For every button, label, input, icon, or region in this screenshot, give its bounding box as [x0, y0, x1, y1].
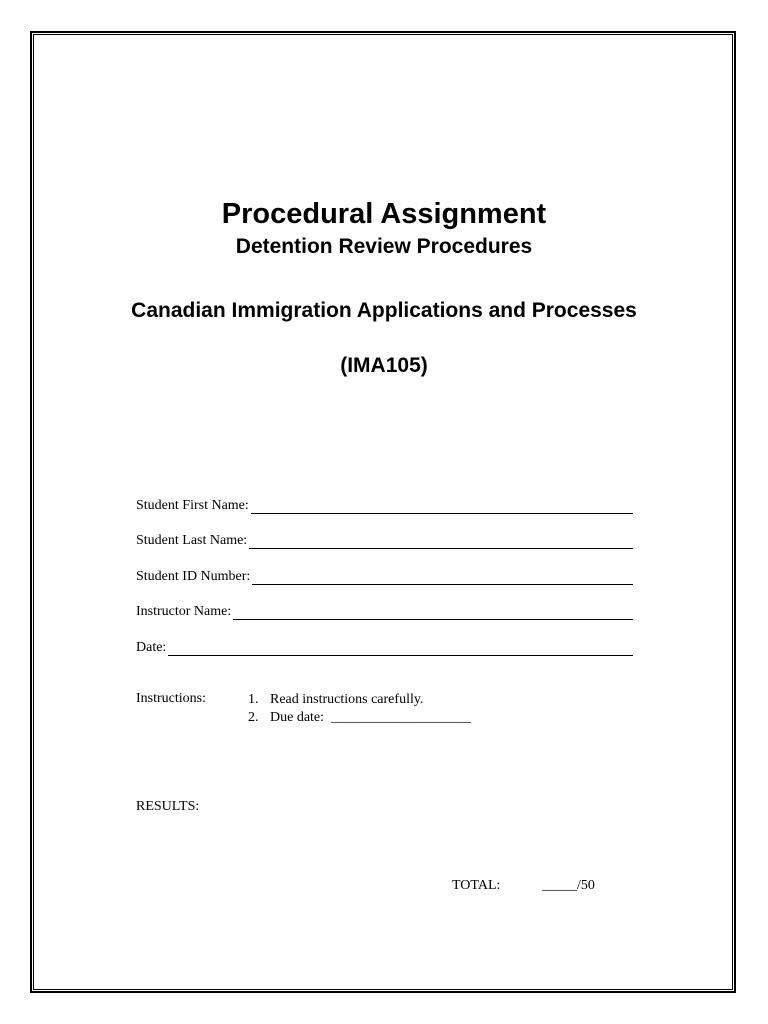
course-name: Canadian Immigration Applications and Processes	[131, 299, 637, 322]
instruction-number: 1.	[248, 692, 259, 707]
results-label: RESULTS:	[136, 799, 200, 814]
instructions-label: Instructions:	[136, 691, 206, 706]
student-last-name-line[interactable]	[249, 534, 633, 549]
instructor-name-field[interactable]	[136, 602, 633, 620]
student-id-field[interactable]	[136, 567, 633, 585]
instruction-text: Due date: ____________________	[270, 710, 472, 725]
total-score: _____/50	[542, 878, 595, 893]
student-first-name-field[interactable]	[136, 496, 633, 514]
student-id-line[interactable]	[252, 570, 633, 585]
instruction-text: Read instructions carefully.	[270, 692, 424, 707]
date-label: Date:	[136, 640, 167, 655]
instruction-number: 2.	[248, 710, 259, 725]
student-first-name-label: Student First Name:	[136, 498, 249, 513]
instruction-item	[248, 691, 471, 709]
instructor-name-line[interactable]	[233, 605, 633, 620]
course-code: (IMA105)	[340, 354, 428, 377]
instructor-name-label: Instructor Name:	[136, 604, 232, 619]
page-subtitle: Detention Review Procedures	[235, 235, 533, 258]
student-last-name-label: Student Last Name:	[136, 533, 248, 548]
total-label: TOTAL:	[452, 878, 501, 893]
student-id-label: Student ID Number:	[136, 569, 251, 584]
date-field[interactable]	[136, 638, 633, 656]
student-first-name-line[interactable]	[251, 499, 633, 514]
instruction-item	[248, 709, 471, 727]
page-title: Procedural Assignment	[221, 198, 547, 230]
date-line[interactable]	[168, 641, 633, 656]
student-last-name-field[interactable]	[136, 531, 633, 549]
instructions-list	[248, 691, 471, 727]
